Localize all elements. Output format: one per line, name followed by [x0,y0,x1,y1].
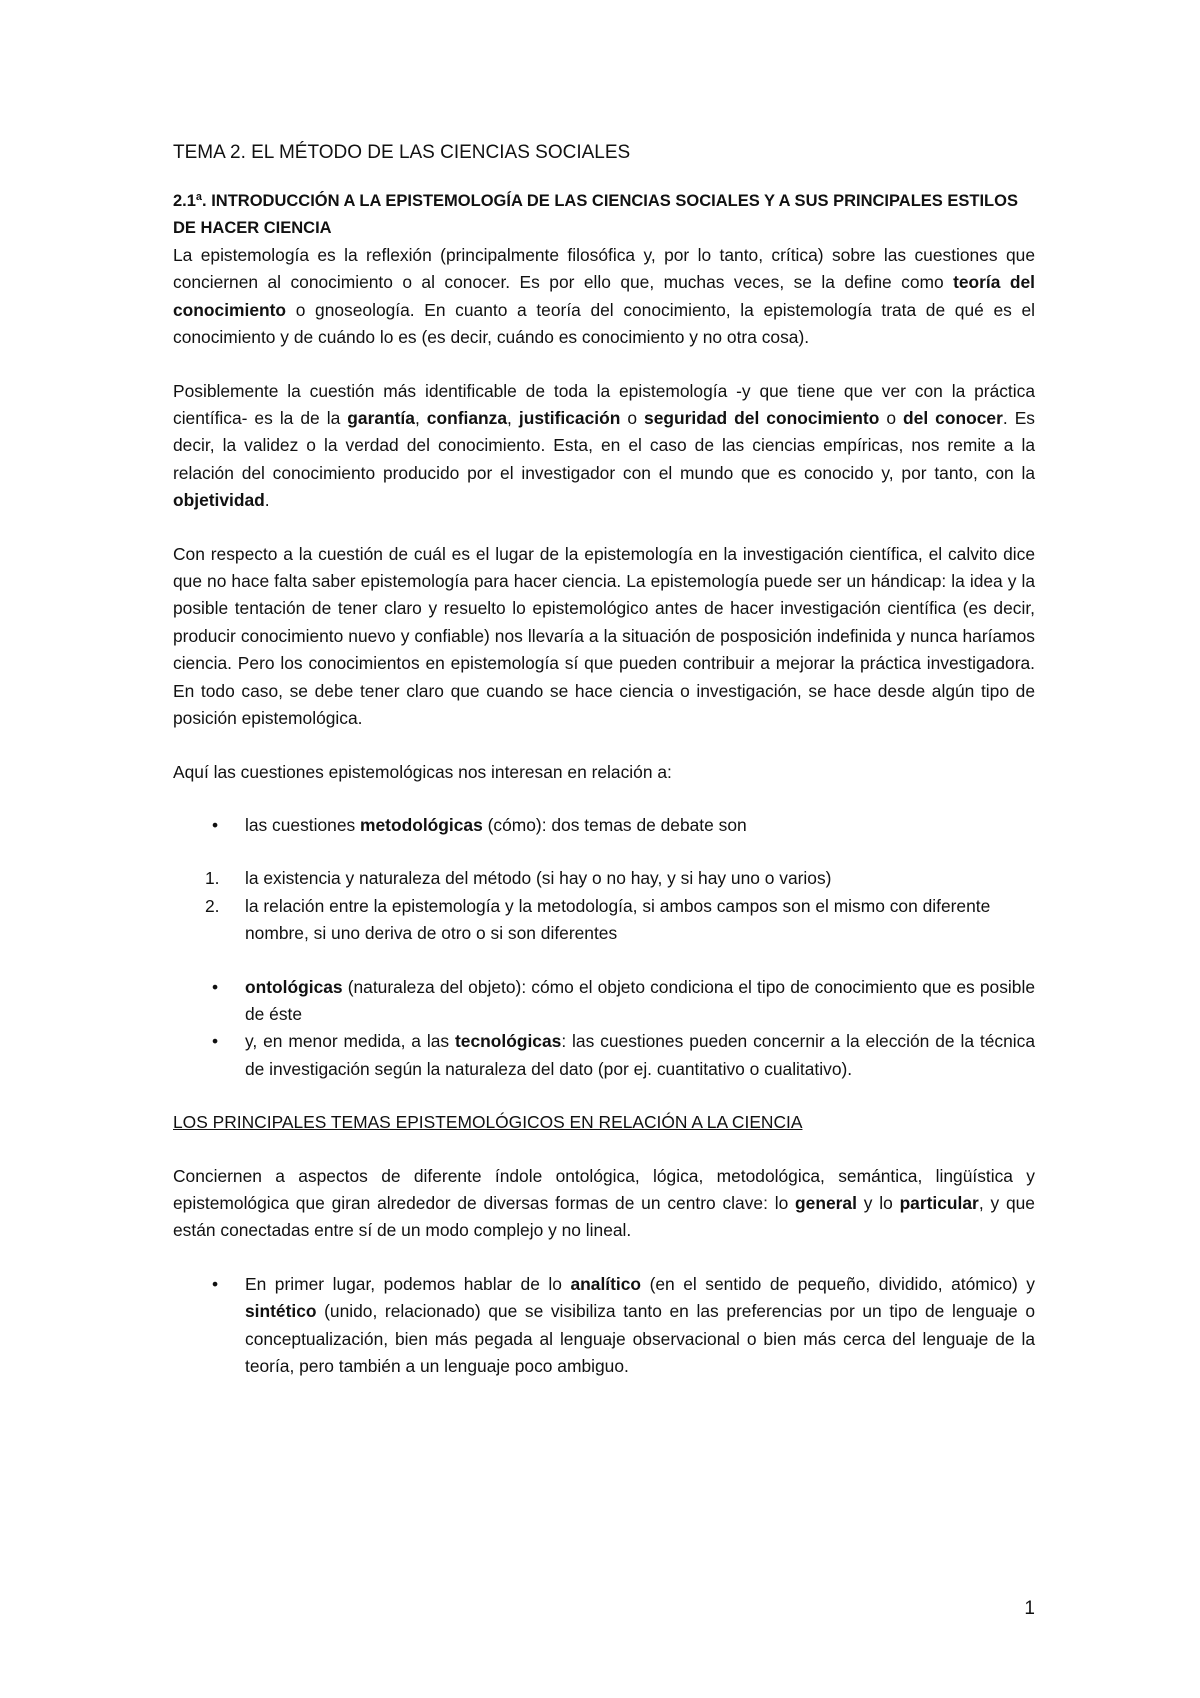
text-run: Conciernen a aspectos de diferente índole ontológica, lógica, metodológica, semántica, lingüística y epistemológica que giran alrededor de diversas formas de un centro clave: lo [173,1165,1035,1213]
bold-term: metodológicas [360,814,483,835]
bullet-list-ontological [173,974,1035,1084]
text-run: (en el sentido de pequeño, dividido, atómico) y [641,1273,1035,1294]
text-run: . Es decir, la validez o la verdad del conocimiento. Esta, en el caso de las ciencias empíricas, nos remite a la relación del conocimiento producido por el investigador con el mundo que es conocido y, por tanto, con la [173,408,1035,483]
bold-term: teoría del conocimiento [173,272,1035,320]
paragraph-intro-list: Aquí las cuestiones epistemológicas nos interesan en relación a: [173,761,672,782]
document-page [173,140,1035,1380]
text-run: En primer lugar, podemos hablar de lo [245,1273,571,1294]
text-run: o [620,408,645,429]
page-number: 1 [1024,1598,1035,1619]
text-run: y lo [856,1192,900,1213]
spacer [173,839,1035,865]
document-title: TEMA 2. EL MÉTODO DE LAS CIENCIAS SOCIALES [173,142,631,163]
text-run: Posiblemente la cuestión más identificable de toda la epistemología -y que tiene que ver con la práctica científica- es la de la [173,380,1035,429]
paragraph-epistemology-definition [173,242,1035,352]
paragraph-general-particular [173,1163,1035,1245]
bold-term: confianza [426,408,507,429]
bold-term: justificación [518,408,621,429]
list-item [173,812,1035,839]
list-number: 2. [205,895,220,916]
bold-term: particular [899,1192,979,1213]
text-run: (unido, relacionado) que se visibiliza tanto en las preferencias por un tipo de lenguaje o conceptualización, bien más pegada al lenguaje observacional o bien más cerca del lenguaje de la teoría, pero también a un lenguaje poco ambiguo. [245,1301,1035,1376]
bold-term: del conocer [903,408,1003,429]
bullet-icon: • [211,814,219,835]
bullet-icon: • [211,976,219,997]
list-item [173,1028,1035,1083]
text-run: , [507,408,519,429]
bold-term: objetividad [173,490,265,511]
section-heading: LOS PRINCIPALES TEMAS EPISTEMOLÓGICOS EN RELACIÓN A LA CIENCIA [173,1112,803,1133]
text-run: o gnoseología. En cuanto a teoría del conocimiento, la epistemología trata de qué es el conocimiento y de cuándo lo es (es decir, cuándo es conocimiento y no otra cosa). [173,299,1035,348]
bullet-icon: • [211,1273,219,1294]
text-run: , y que están conectadas entre sí de un modo complejo y no lineal. [173,1192,1035,1241]
bullet-list-analytic [173,1271,1035,1381]
bold-term: ontológicas [245,976,343,997]
bold-term: analítico [570,1273,642,1294]
bold-term: tecnológicas [455,1031,562,1052]
text-run: las cuestiones [245,814,361,835]
paragraph-epistemology-place: Con respecto a la cuestión de cuál es el lugar de la epistemología en la investigación científica, el calvito dice que no hace falta saber epistemología para hacer ciencia. La epistemología puede ser un hándicap: la idea y la posible tentación de tener claro y resuelto lo epistemológico antes de hacer investigación científica (es decir, producir conocimiento nuevo y confiable) nos llevaría a la situación de posposición indefinida y nunca haríamos ciencia. Pero los conocimientos en epistemología sí que pueden contribuir a mejorar la práctica investigadora. En todo caso, se debe tener claro que cuando se hace ciencia o investigación, se hace desde algún tipo de posición epistemológica. [173,543,1035,729]
bullet-icon: • [211,1031,219,1052]
list-number: 1. [205,868,220,889]
text-run: : las cuestiones pueden concernir a la elección de la técnica de investigación según la naturaleza del dato (por ej. cuantitativo o cualitativo). [245,1031,1035,1079]
list-item-text: la existencia y naturaleza del método (si hay o no hay, y si hay uno o varios) [245,868,832,889]
list-item [173,974,1035,1029]
bullet-list-methodological [173,812,1035,839]
numbered-list [173,865,1035,947]
text-run: La epistemología es la reflexión (principalmente filosófica y, por lo tanto, crítica) sobre las cuestiones que conciernen al conocimiento o al conocer. Es por ello que, muchas veces, se la define como [173,245,1035,293]
text-run: , [414,408,427,429]
section-subtitle: 2.1ª. INTRODUCCIÓN A LA EPISTEMOLOGÍA DE LAS CIENCIAS SOCIALES Y A SUS PRINCIPALES ESTILOS DE HACER CIENCIA [173,192,1018,237]
text-run: (cómo): dos temas de debate son [482,814,747,835]
bold-term: sintético [245,1301,317,1322]
list-item [173,865,1035,892]
text-run: o [879,408,904,429]
bold-term: general [795,1192,857,1213]
paragraph-validity [173,378,1035,515]
bold-term: garantía [347,408,415,429]
bold-term: seguridad del conocimiento [644,408,880,429]
text-run: (naturaleza del objeto): cómo el objeto condiciona el tipo de conocimiento que es posible de éste [245,976,1035,1024]
text-run: . [264,490,270,511]
list-item [173,893,1035,948]
list-item [173,1271,1035,1381]
list-item-text: la relación entre la epistemología y la metodología, si ambos campos son el mismo con diferente nombre, si uno deriva de otro o si son diferentes [245,895,991,944]
text-run: y, en menor medida, a las [245,1031,455,1052]
